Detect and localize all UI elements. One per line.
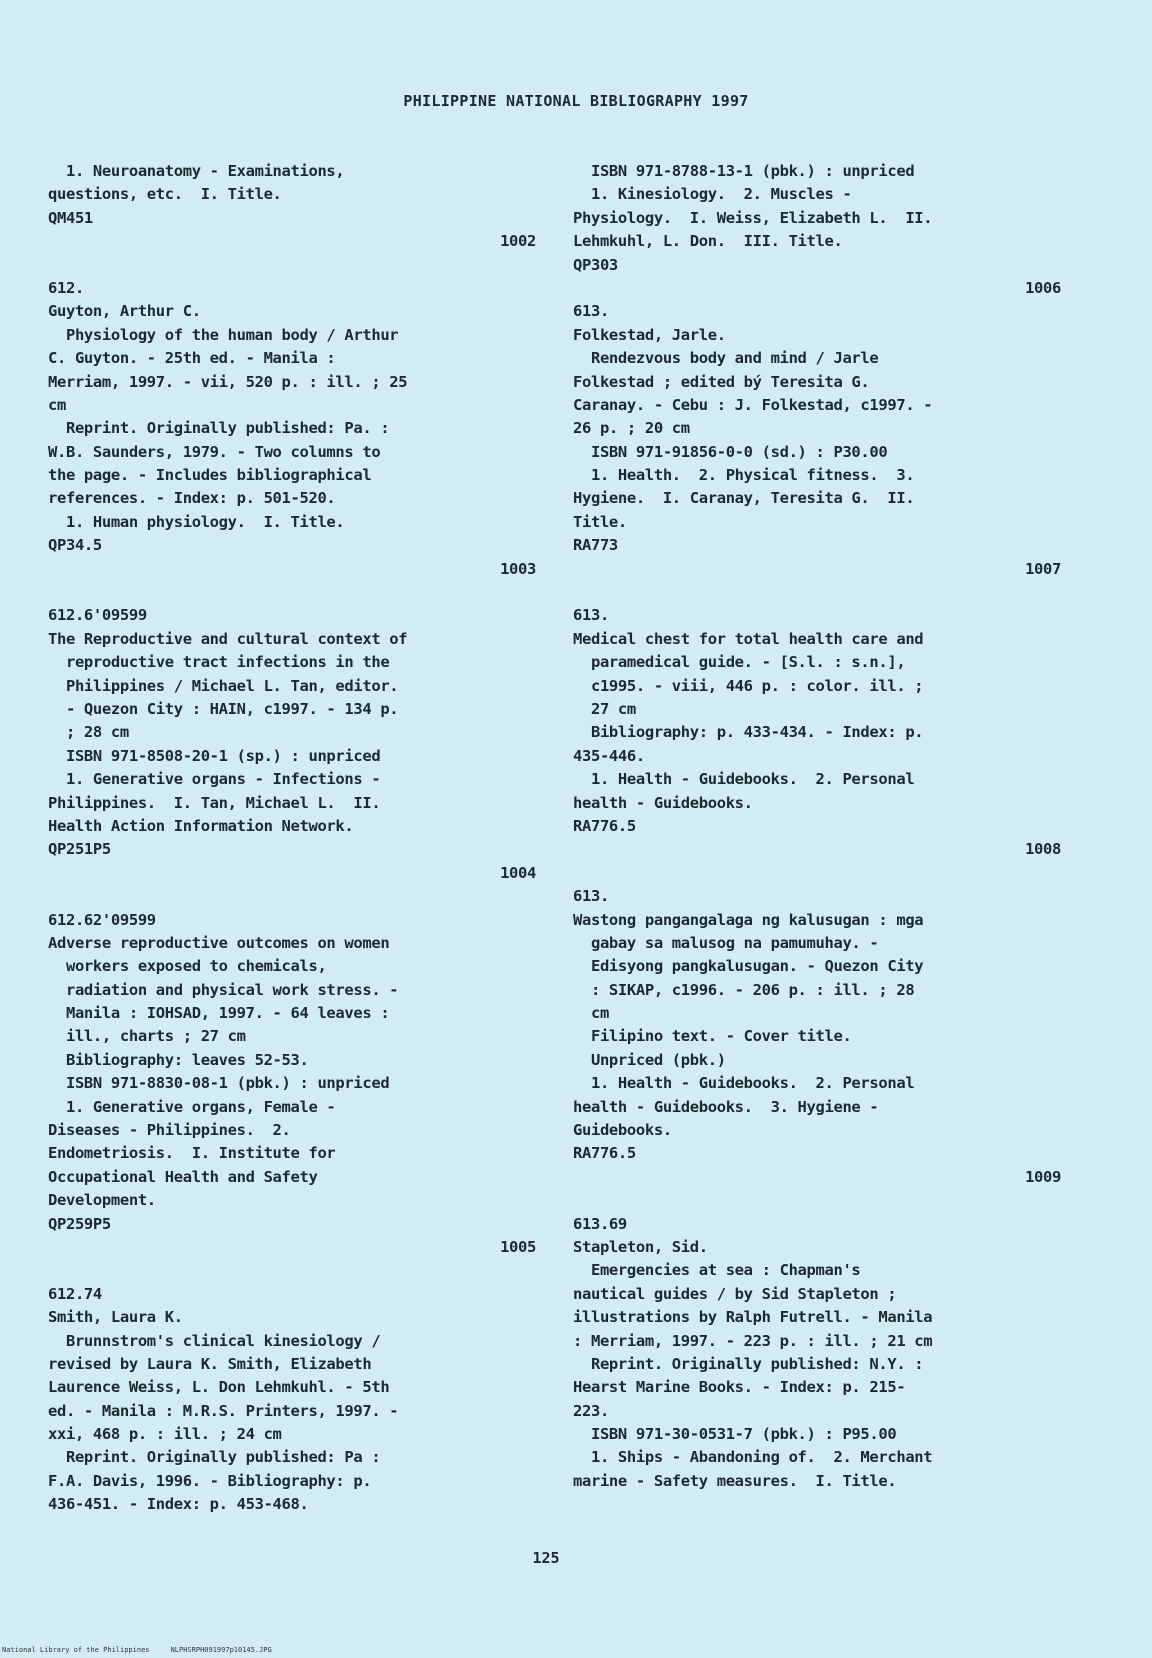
entry-line: Medical chest for total health care and (573, 629, 924, 648)
entry-line: Title. (573, 512, 627, 531)
entry-line: 1. Generative organs, Female - (48, 1097, 336, 1116)
entry-line: health - Guidebooks. (573, 793, 753, 812)
entry-line: Hearst Marine Books. - Index: p. 215- (573, 1378, 906, 1397)
entry-line: Manila : IOHSAD, 1997. - 64 leaves : (48, 1004, 390, 1023)
entry-line: Lehmkuhl, L. Don. III. Title. (573, 232, 843, 251)
blank-line (573, 1189, 1061, 1212)
entry-line: 612.6'09599 (48, 606, 147, 625)
entry-line: Folkestad, Jarle. (573, 325, 726, 344)
entry-line: Laurence Weiss, L. Don Lehmkuhl. - 5th (48, 1378, 390, 1397)
entry-line: Diseases - Philippines. 2. (48, 1121, 291, 1140)
entry-line: gabay sa malusog na pamumuhay. - (573, 933, 879, 952)
entry-line: 613. (573, 887, 609, 906)
entry-line: Bibliography: leaves 52-53. (48, 1050, 309, 1069)
entry-line: : SIKAP, c1996. - 206 p. : ill. ; 28 (573, 980, 915, 999)
entry-line: radiation and physical work stress. - (48, 980, 399, 999)
entry-line: Rendezvous body and mind / Jarle (573, 349, 879, 368)
entry-line: C. Guyton. - 25th ed. - Manila : (48, 349, 336, 368)
entry-line: Merriam, 1997. - vii, 520 p. : ill. ; 25 (48, 372, 408, 391)
entry-line: 612. (48, 278, 84, 297)
entry-line: Philippines / Michael L. Tan, editor. (48, 676, 399, 695)
entry-line: reproductive tract infections in the (48, 653, 390, 672)
entry-line: 613. (573, 302, 609, 321)
entry-number: 1004 (500, 863, 536, 882)
blank-line (48, 581, 536, 604)
entry-line: ed. - Manila : M.R.S. Printers, 1997. - (48, 1401, 399, 1420)
entry-line: Caranay. - Cebu : J. Folkestad, c1997. - (573, 395, 933, 414)
entry-line: RA776.5 (573, 816, 636, 835)
source-note: National Library of the Philippines NLPHSRPH091997p10145.JPG (2, 1646, 272, 1654)
entry-line: marine - Safety measures. I. Title. (573, 1471, 897, 1490)
entry-line: ; 28 cm (48, 723, 129, 742)
entry-line: the page. - Includes bibliographical (48, 466, 372, 485)
entry-line: health - Guidebooks. 3. Hygiene - (573, 1097, 879, 1116)
entry-line: Occupational Health and Safety (48, 1167, 318, 1186)
entry-line: revised by Laura K. Smith, Elizabeth (48, 1354, 372, 1373)
entry-line: QM451 (48, 208, 93, 227)
entry-line: ISBN 971-8788-13-1 (pbk.) : unpriced (573, 162, 915, 180)
blank-line (48, 1259, 536, 1282)
blank-line (48, 885, 536, 908)
entry-line: Edisyong pangkalusugan. - Quezon City (573, 957, 924, 976)
entry-line: QP251P5 (48, 840, 111, 859)
entry-number: 1009 (1025, 1167, 1061, 1186)
entry-line: Filipino text. - Cover title. (573, 1027, 852, 1046)
entry-line: illustrations by Ralph Futrell. - Manila (573, 1308, 933, 1327)
entry-line: 613. (573, 606, 609, 625)
entry-line: ISBN 971-8508-20-1 (sp.) : unpriced (48, 746, 381, 765)
entry-line: 612.74 (48, 1284, 102, 1303)
entry-line: xxi, 468 p. : ill. ; 24 cm (48, 1425, 282, 1444)
entry-line: ISBN 971-8830-08-1 (pbk.) : unpriced (48, 1074, 390, 1093)
entry-line: RA773 (573, 536, 618, 555)
entry-line: 1. Kinesiology. 2. Muscles - (573, 185, 852, 204)
entry-line: 223. (573, 1401, 609, 1420)
entry-line: F.A. Davis, 1996. - Bibliography: p. (48, 1471, 372, 1490)
entry-number: 1008 (1025, 840, 1061, 859)
entry-line: - Quezon City : HAIN, c1997. - 134 p. (48, 699, 399, 718)
entry-line: QP259P5 (48, 1214, 111, 1233)
entry-line: Unpriced (pbk.) (573, 1050, 726, 1069)
entry-number: 1003 (500, 559, 536, 578)
entry-line: The Reproductive and cultural context of (48, 629, 408, 648)
entry-line: 435-446. (573, 746, 645, 765)
entry-line: Stapleton, Sid. (573, 1237, 708, 1256)
entry-line: c1995. - viii, 446 p. : color. ill. ; (573, 676, 924, 695)
entry-line: 1. Generative organs - Infections - (48, 770, 381, 789)
entry-line: 1. Ships - Abandoning of. 2. Merchant (573, 1448, 933, 1467)
entry-line: Hygiene. I. Caranay, Teresita G. II. (573, 489, 915, 508)
entry-line: QP34.5 (48, 536, 102, 555)
entry-line: Emergencies at sea : Chapman's (573, 1261, 861, 1280)
entry-line: 1. Neuroanatomy - Examinations, (48, 162, 345, 180)
entry-line: Folkestad ; edited bý Teresita G. (573, 372, 870, 391)
left-column (48, 160, 536, 1517)
entry-line: Wastong pangangalaga ng kalusugan : mga (573, 910, 924, 929)
entry-line: Adverse reproductive outcomes on women (48, 933, 390, 952)
entry-line: Physiology of the human body / Arthur (48, 325, 399, 344)
entry-line: QP303 (573, 255, 618, 274)
entry-line: ISBN 971-91856-0-0 (sd.) : P30.00 (573, 442, 888, 461)
entry-line: questions, etc. I. Title. (48, 185, 282, 204)
blank-line (48, 254, 536, 277)
entry-number: 1007 (1025, 559, 1061, 578)
right-column (573, 160, 1061, 1493)
entry-line: Bibliography: p. 433-434. - Index: p. (573, 723, 924, 742)
entry-line: Reprint. Originally published: Pa. : (48, 419, 390, 438)
entry-line: RA776.5 (573, 1144, 636, 1163)
entry-line: 1. Human physiology. I. Title. (48, 512, 345, 531)
entry-number: 1002 (500, 232, 536, 251)
entry-line: paramedical guide. - [S.l. : s.n.], (573, 653, 906, 672)
entry-line: 1. Health - Guidebooks. 2. Personal (573, 770, 915, 789)
entry-line: Physiology. I. Weiss, Elizabeth L. II. (573, 208, 933, 227)
entry-line: 27 cm (573, 699, 636, 718)
entry-line: workers exposed to chemicals, (48, 957, 327, 976)
entry-line: : Merriam, 1997. - 223 p. : ill. ; 21 cm (573, 1331, 933, 1350)
entry-line: 1. Health. 2. Physical fitness. 3. (573, 466, 915, 485)
entry-line: ill., charts ; 27 cm (48, 1027, 246, 1046)
entry-line: Philippines. I. Tan, Michael L. II. (48, 793, 381, 812)
entry-line: ISBN 971-30-0531-7 (pbk.) : P95.00 (573, 1425, 897, 1444)
entry-line: cm (573, 1004, 609, 1023)
entry-line: 1. Health - Guidebooks. 2. Personal (573, 1074, 915, 1093)
blank-line (573, 862, 1061, 885)
entry-number: 1006 (1025, 278, 1061, 297)
entry-line: Health Action Information Network. (48, 816, 354, 835)
entry-number: 1005 (500, 1237, 536, 1256)
entry-line: 436-451. - Index: p. 453-468. (48, 1495, 309, 1514)
blank-line (573, 581, 1061, 604)
entry-line: Brunnstrom's clinical kinesiology / (48, 1331, 381, 1350)
entry-line: references. - Index: p. 501-520. (48, 489, 336, 508)
entry-line: Reprint. Originally published: Pa : (48, 1448, 381, 1467)
entry-line: W.B. Saunders, 1979. - Two columns to (48, 442, 381, 461)
entry-line: Guyton, Arthur C. (48, 302, 201, 321)
entry-line: Smith, Laura K. (48, 1308, 183, 1327)
entry-line: Development. (48, 1191, 156, 1210)
entry-line: nautical guides / by Sid Stapleton ; (573, 1284, 897, 1303)
entry-line: 613.69 (573, 1214, 627, 1233)
page-number: 125 (532, 1549, 560, 1567)
page-title: PHILIPPINE NATIONAL BIBLIOGRAPHY 1997 (403, 92, 749, 110)
entry-line: Guidebooks. (573, 1121, 672, 1140)
entry-line: 26 p. ; 20 cm (573, 419, 690, 438)
entry-line: Endometriosis. I. Institute for (48, 1144, 336, 1163)
entry-line: Reprint. Originally published: N.Y. : (573, 1354, 924, 1373)
entry-line: cm (48, 395, 66, 414)
entry-line: 612.62'09599 (48, 910, 156, 929)
